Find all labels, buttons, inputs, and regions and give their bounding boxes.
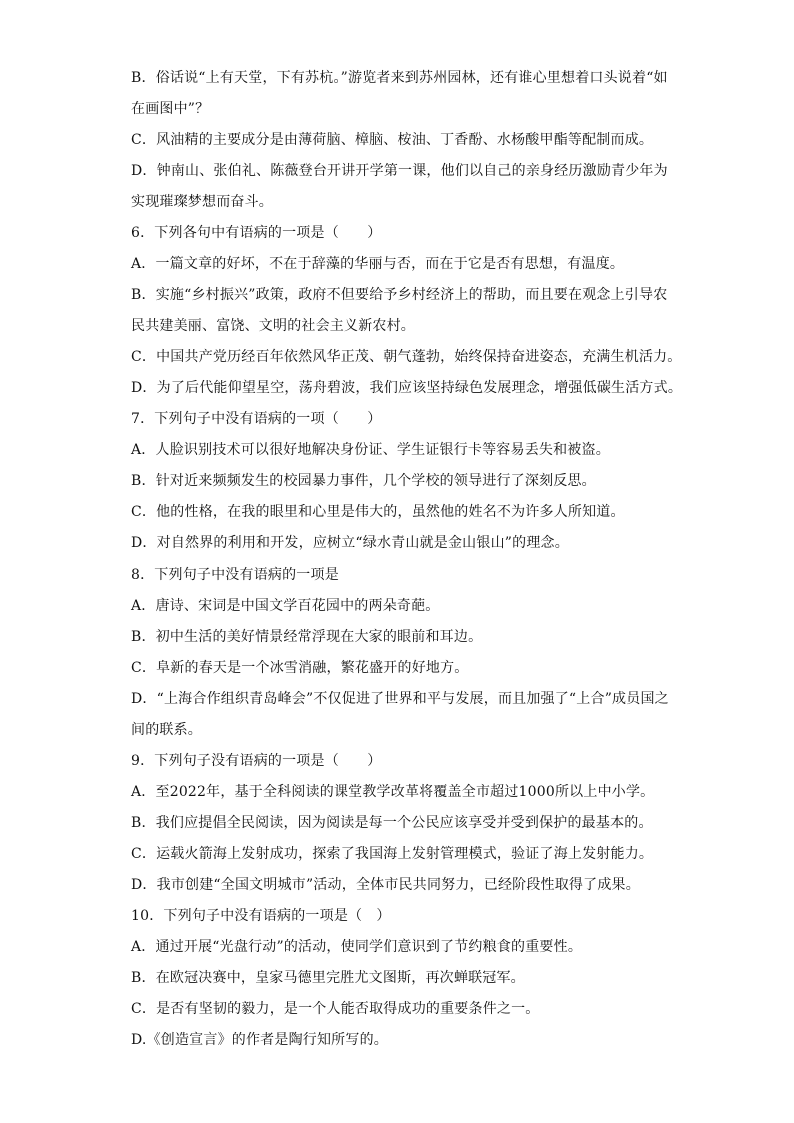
option-b-q5: B．俗话说“上有天堂，下有苏杭。”游览者来到苏州园林，还有谁心里想着口头说着“如 — [131, 70, 668, 86]
option-a-q10: A．通过开展“光盘行动”的活动，使同学们意识到了节约粮食的重要性。 — [131, 939, 583, 955]
option-c-q6: C．中国共产党历经百年依然风华正茂、朝气蓬勃，始终保持奋进姿态，充满生机活力。 — [131, 349, 682, 365]
option-c-q8: C．阜新的春天是一个冰雪消融，繁花盛开的好地方。 — [131, 660, 469, 676]
option-d-q10: D.《创造宣言》的作者是陶行知所写的。 — [131, 1032, 388, 1048]
option-c-q5: C．风油精的主要成分是由薄荷脑、樟脑、桉油、丁香酚、水杨酸甲酯等配制而成。 — [131, 132, 654, 148]
option-d-q9: D．我市创建“全国文明城市”活动，全体市民共同努力，已经阶段性取得了成果。 — [131, 877, 640, 893]
option-b-q9: B．我们应提倡全民阅读，因为阅读是每一个公民应该享受并受到保护的最基本的。 — [131, 815, 653, 831]
option-d-q7: D．对自然界的利用和开发，应树立“绿水青山就是金山银山”的理念。 — [131, 535, 569, 551]
option-c-q7: C．他的性格，在我的眼里和心里是伟大的，虽然他的姓名不为许多人所知道。 — [131, 504, 625, 520]
option-a-q7: A．人脸识别技术可以很好地解决身份证、学生证银行卡等容易丢失和被盗。 — [131, 442, 610, 458]
option-b-q6: B．实施“乡村振兴”政策，政府不但要给予乡村经济上的帮助，而且要在观念上引导农 — [131, 287, 668, 303]
option-d-q8: D．“上海合作组织青岛峰会”不仅促进了世界和平与发展，而且加强了“上合”成员国之 — [131, 691, 669, 707]
option-d-q6: D．为了后代能仰望星空，荡舟碧波，我们应该坚持绿色发展理念，增强低碳生活方式。 — [131, 380, 683, 396]
question-6: 6．下列各句中有语病的一项是（ ） — [131, 225, 382, 241]
option-c-q10: C．是否有坚韧的毅力，是一个人能否取得成功的重要条件之一。 — [131, 1001, 540, 1017]
option-a-q8: A．唐诗、宋词是中国文学百花园中的两朵奇葩。 — [131, 598, 440, 614]
option-b-q5-cont: 在画图中”？ — [131, 101, 210, 117]
option-b-q7: B．针对近来频频发生的校园暴力事件，几个学校的领导进行了深刻反思。 — [131, 473, 596, 489]
option-d-q5: D．钟南山、张伯礼、陈薇登台开讲开学第一课，他们以自己的亲身经历激励青少年为 — [131, 163, 668, 179]
option-b-q8: B．初中生活的美好情景经常浮现在大家的眼前和耳边。 — [131, 629, 483, 645]
option-b-q10: B．在欧冠决赛中，皇家马德里完胜尤文图斯，再次蝉联冠军。 — [131, 970, 525, 986]
option-a-q9: A．至2022年，基于全科阅读的课堂教学改革将覆盖全市超过1000所以上中小学。 — [131, 784, 655, 800]
option-d-q8-cont: 间的联系。 — [131, 722, 202, 738]
question-7: 7．下列句子中没有语病的一项（ ） — [131, 411, 382, 427]
option-d-q5-cont: 实现璀璨梦想而奋斗。 — [131, 194, 273, 210]
option-c-q9: C．运载火箭海上发射成功，探索了我国海上发射管理模式，验证了海上发射能力。 — [131, 846, 654, 862]
question-8: 8．下列句子中没有语病的一项是 — [131, 567, 339, 583]
question-9: 9．下列句子没有语病的一项是（ ） — [131, 753, 382, 769]
option-b-q6-cont: 民共建美丽、富饶、文明的社会主义新农村。 — [131, 318, 415, 334]
option-a-q6: A．一篇文章的好坏，不在于辞藻的华丽与否，而在于它是否有思想，有温度。 — [131, 256, 625, 272]
question-10: 10．下列句子中没有语病的一项是（ ） — [131, 908, 391, 924]
